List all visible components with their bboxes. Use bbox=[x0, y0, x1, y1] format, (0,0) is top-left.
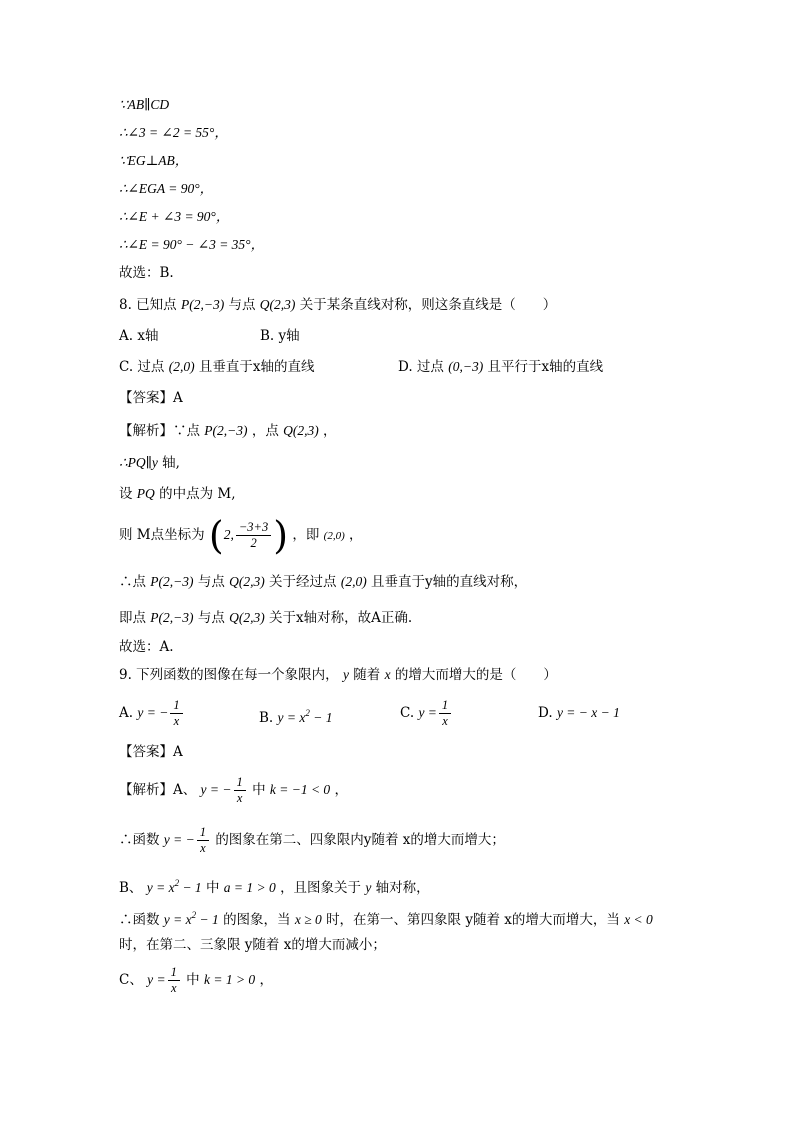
option-c-fraction: $\frac{1}{x}$ bbox=[439, 698, 451, 729]
q8-analysis-5: ∴点 P(2,−3) 与点 Q(2,3) 关于经过点 (2,0) 且垂直于y轴的直线对称， bbox=[119, 574, 528, 590]
q8-analysis-2: ∴PQ∥y 轴, bbox=[119, 455, 180, 471]
proof-line-5: ∴∠E + ∠3 = 90°， bbox=[119, 209, 230, 224]
analysis-a2-fraction: $\frac{1}{x}$ bbox=[197, 825, 209, 856]
q8-analysis-6: 即点 P(2,−3) 与点 Q(2,3) 关于x轴对称，故A正确. bbox=[119, 610, 413, 626]
question-8-stem: 8. 已知点 P(2,−3) 与点 Q(2,3) 关于某条直线对称，则这条直线是（ ） bbox=[119, 297, 557, 313]
right-paren-icon: ) bbox=[273, 513, 289, 558]
proof-line-3: ∵EG⊥AB， bbox=[119, 153, 189, 168]
q8-option-b: B. y轴 bbox=[260, 328, 300, 344]
option-a-fraction: $\frac{1}{x}$ bbox=[170, 698, 182, 729]
analysis-c-fraction: $\frac{1}{x}$ bbox=[168, 965, 180, 996]
q8-option-c: C. 过点 (2,0) 且垂直于x轴的直线 bbox=[119, 359, 315, 375]
q9-option-b: B. $y = x^2 - 1$ bbox=[259, 708, 333, 726]
q9-option-c: C. y = $\frac{1}{x}$ bbox=[400, 695, 453, 731]
q9-option-a: A. y = − $\frac{1}{x}$ bbox=[119, 695, 185, 731]
q8-analysis-4: 则 M点坐标为 (2, $\frac{-3+3}{2}$ ) ，即 (2,0) ， bbox=[119, 513, 363, 558]
q8-conclusion: 故选：A. bbox=[119, 639, 174, 655]
q9-analysis-5: 时，在第二、三象限 y随着 x的增大而减小； bbox=[119, 937, 386, 953]
q8-option-d: D. 过点 (0,−3) 且平行于x轴的直线 bbox=[398, 359, 604, 375]
left-paren-icon: ( bbox=[208, 513, 224, 558]
q8-option-a: A. x轴 bbox=[119, 328, 159, 344]
q9-analysis-2: ∴函数 y = − $\frac{1}{x}$ 的图象在第二、四象限内y随着 x的增大而增大； bbox=[119, 825, 505, 855]
proof-line-4: ∴∠EGA = 90°， bbox=[119, 181, 214, 196]
q8-analysis-3: 设 PQ 的中点为 M, bbox=[119, 486, 236, 502]
proof-line-6: ∴∠E = 90° − ∠3 = 35°， bbox=[119, 237, 265, 252]
question-9-stem: 9. 下列函数的图像在每一个象限内， y 随着 x 的增大而增大的是（ ） bbox=[119, 667, 557, 683]
q9-option-d: D. y = − x − 1 bbox=[538, 705, 620, 721]
q9-analysis-6: C、 y = $\frac{1}{x}$ 中 k = 1 > 0 ， bbox=[119, 965, 273, 995]
q8-analysis-1: 【解析】∵点 P(2,−3) ，点 Q(2,3) ， bbox=[119, 423, 337, 439]
proof-line-1: ∵AB∥CD bbox=[119, 97, 170, 112]
q9-analysis-4: ∴函数 $y = x^2 - 1$ 的图象，当 x ≥ 0 时，在第一、第四象限 y随着 x的增大而增大，当 x < 0 bbox=[119, 910, 653, 928]
proof-conclusion: 故选：B. bbox=[119, 265, 174, 281]
q9-answer: 【答案】A bbox=[119, 744, 183, 760]
analysis-a-fraction: $\frac{1}{x}$ bbox=[234, 775, 246, 806]
q8-answer: 【答案】A bbox=[119, 390, 183, 406]
proof-line-2: ∴∠3 = ∠2 = 55°， bbox=[119, 125, 228, 140]
q9-analysis-1: 【解析】A、 y = − $\frac{1}{x}$ 中 k = −1 < 0 ， bbox=[119, 775, 348, 805]
q9-analysis-3: B、 $y = x^2 - 1$ 中 a = 1 > 0 ，且图象关于 y 轴对称， bbox=[119, 878, 430, 896]
midpoint-fraction: $\frac{-3+3}{2}$ bbox=[236, 520, 271, 551]
